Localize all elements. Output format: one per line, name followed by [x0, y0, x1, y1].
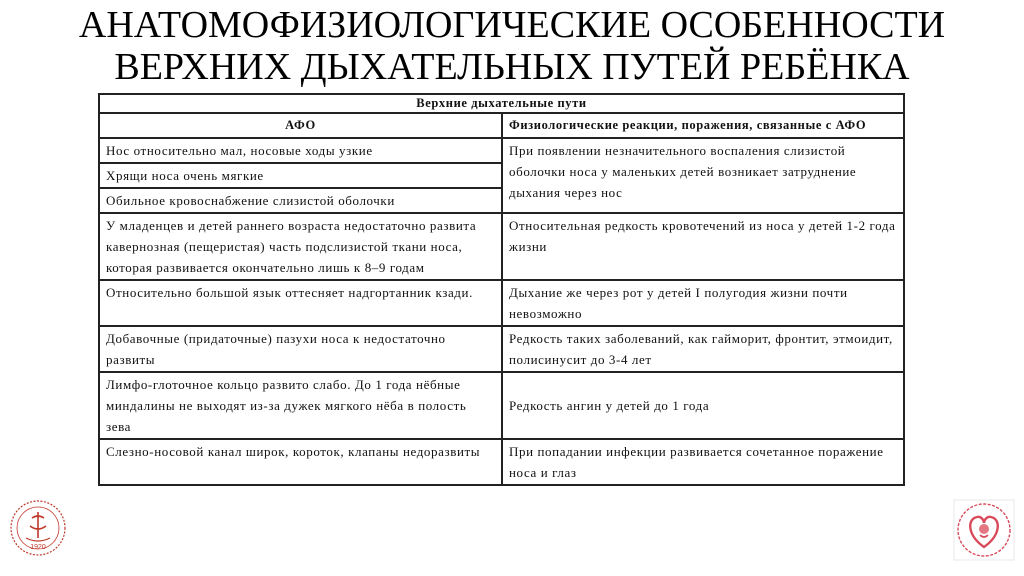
table-caption-row [99, 94, 904, 113]
title-line-2: ВЕРХНИХ ДЫХАТЕЛЬНЫХ ПУТЕЙ РЕБЁНКА [114, 46, 910, 88]
university-emblem-icon [8, 498, 68, 558]
title-line-1: АНАТОМОФИЗИОЛОГИЧЕСКИЕ ОСОБЕННОСТИ [78, 4, 946, 46]
reaction-cell: Дыхание же через рот у детей I полугодия жизни почти невозможно [502, 280, 904, 326]
table-row [99, 138, 904, 163]
column-header-reactions: Физиологические реакции, поражения, связанные с АФО [502, 113, 904, 138]
afo-cell: Добавочные (придаточные) пазухи носа к недостаточно развиты [99, 326, 502, 372]
reaction-cell: Относительная редкость кровотечений из носа у детей 1-2 года жизни [502, 213, 904, 280]
reaction-cell: Редкость ангин у детей до 1 года [502, 372, 904, 439]
afo-cell: Относительно большой язык оттесняет надгортанник кзади. [99, 280, 502, 326]
table-header-row [99, 113, 904, 138]
column-header-afo: АФО [99, 113, 502, 138]
table-row [99, 439, 904, 485]
reaction-cell-merged: При появлении незначительного воспаления слизистой оболочки носа у маленьких детей возникает затруднение дыхания через нос [502, 138, 904, 213]
afo-cell: Нос относительно мал, носовые ходы узкие [99, 138, 502, 163]
afo-cell: Хрящи носа очень мягкие [99, 163, 502, 188]
afo-cell: Слезно-носовой канал широк, короток, клапаны недоразвиты [99, 439, 502, 485]
reaction-cell: При попадании инфекции развивается сочетанное поражение носа и глаз [502, 439, 904, 485]
afo-cell: Лимфо-глоточное кольцо развито слабо. До 1 года нёбные миндалины не выходят из-за дужек мягкого нёба в полость зева [99, 372, 502, 439]
afo-table [98, 93, 905, 486]
afo-cell: У младенцев и детей раннего возраста недостаточно развита кавернозная (пещеристая) часть подслизистой ткани носа, которая развивается окончательно лишь к 8–9 годам [99, 213, 502, 280]
mother-child-heart-logo-icon [953, 499, 1015, 561]
afo-cell: Обильное кровоснабжение слизистой оболочки [99, 188, 502, 213]
table-row [99, 280, 904, 326]
afo-table-container [98, 93, 903, 486]
table-row [99, 372, 904, 439]
table-row [99, 326, 904, 372]
table-caption: Верхние дыхательные пути [99, 94, 904, 113]
emblem-year: 1920 [30, 544, 46, 551]
reaction-cell: Редкость таких заболеваний, как гайморит, фронтит, этмоидит, полисинусит до 3-4 лет [502, 326, 904, 372]
table-row [99, 213, 904, 280]
page-title [0, 4, 1024, 88]
